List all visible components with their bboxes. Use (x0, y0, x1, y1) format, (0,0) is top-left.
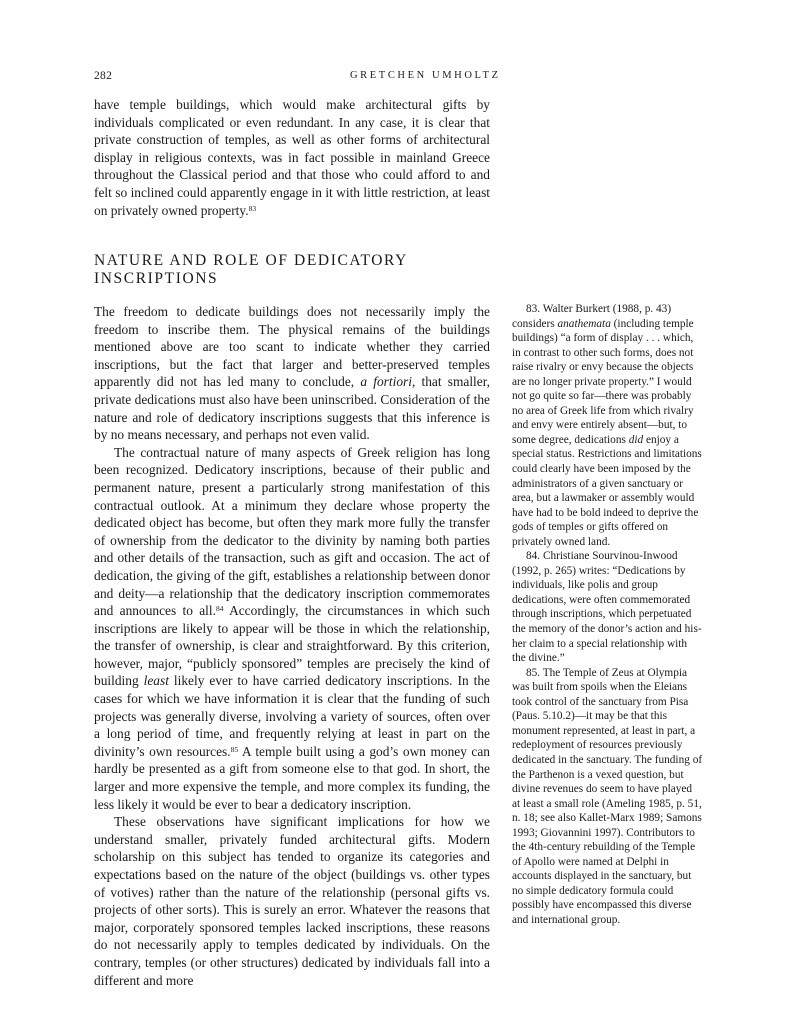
footnotes-column (512, 302, 703, 928)
note-83-text-b: (including temple buildings) “a form of display . . . which, in contrast to other such forms, does not raise rivalry or envy because the objects are no longer private property.” I would not go quite so far—there was probably no area of Greek life from which rivalry and envy were entirely absent—but, to some degree, dedications (512, 317, 694, 446)
body-p2-italic: least (143, 673, 169, 689)
body-paragraph-2 (94, 444, 490, 813)
note-ref-83: 83 (248, 203, 257, 213)
body-p1-text-b: that smaller, private dedications must also have been uninscribed. Consideration of the nature and role of dedicatory inscriptions suggests that this inference is by no means necessary, and perhaps not even valid. (94, 374, 490, 443)
body-p2-text-d: A temple built using a god’s own money can hardly be presented as a gift from someone else to that god. In short, the larger and more expensive the temple, and more complex its funding, the less likely it would be ever to bear a dedicatory inscription. (94, 743, 490, 812)
body-p2-text-a: The contractual nature of many aspects of Greek religion has long been recognized. Dedicatory inscriptions, because of their public and permanent nature, present a particularly strong manifestation of this contractual outlook. At a minimum they declare whose property the dedicated object has become, but often they mark more fully the transfer of ownership from the dedicator to the divinity by naming both parties and other details of the transaction, such as gift and occasion. The act of dedication, the giving of the gift, establishes a relationship between donor and deity—a relationship that the dedicatory inscription commemorates and announces to all. (94, 444, 490, 619)
note-83-italic-b: did (628, 433, 644, 446)
body-p1-text-a: The freedom to dedicate buildings does not necessarily imply the freedom to inscribe them. The physical remains of the buildings mentioned above are too scant to indicate whether they carried inscriptions, but the fact that larger and better-preserved temples apparently did not has led many to conclude, (94, 304, 490, 390)
note-ref-84: 84 (215, 604, 224, 614)
body-p2-text-c: likely ever to have carried dedicatory inscriptions. In the cases for which we have information it is clear that the funding of such projects was generally diverse, involving a variety of sources, often over a long period of time, and frequently relying at least in part on the divinity’s own resources. (94, 673, 490, 759)
body-text (94, 303, 490, 989)
top-paragraph (94, 96, 490, 219)
note-83-text-c: enjoy a special status. Restrictions and limitations could clearly have been imposed by the administrators of a given sanctuary or area, but a lawmaker or assembly would have had to be bold indeed to deprive the gods of temples or gifts offered on privately owned land. (512, 433, 702, 548)
body-p3-text: These observations have significant implications for how we understand smaller, privately funded architectural gifts. Modern scholarship on this subject has tended to organize its categories and expectations based on the nature of the object (buildings vs. other types of votives) rather than the nature of the relationship (personal gifts vs. projects of other sorts). This is surely an error. Whatever the reasons that major, corporately sponsored temples lacked inscriptions, these reasons do not necessarily apply to temples dedicated by individuals. On the contrary, temples (or other structures) dedicated by individuals fall into a different and more (94, 814, 490, 988)
note-85: 85. The Temple of Zeus at Olympia was built from spoils when the Eleians took control of the sanctuary from Pisa (Paus. 5.10.2)—it may be that this monument represented, at least in part, a redeployment of resources previously dedicated in the sanctuary. The funding of the Parthenon is a vexed question, but divine revenues do seem to have played at least a small role (Ameling 1985, p. 51, n. 18; see also Kallet-Marx 1989; Samons 1993; Giovannini 1997). Contributors to the 4th-century rebuilding of the Temple of Apollo were named at Delphi in accounts displayed in the sanctuary, but no simple dedicatory formula could possibly have encompassed this diverse and international group. (512, 666, 703, 926)
section-heading: NATURE AND ROLE OF DEDICATORY INSCRIPTIONS (94, 252, 408, 287)
note-84: 84. Christiane Sourvinou-Inwood (1992, p. 265) writes: “Dedications by individuals, like polis and group dedications, were often commemorated through inscriptions, which perpetuated the memory of the donor’s action and his-her claim to a special relationship with the divine.” (512, 550, 702, 665)
top-paragraph-text: have temple buildings, which would make architectural gifts by individuals complicated or even redundant. In any case, it is clear that private construction of temples, as well as other forms of architectural display in religious contexts, was in fact possible in mainland Greece throughout the Classical period and that those who could afford to and felt so inclined could apparently engage in it with little restriction, at least on privately owned property. (94, 97, 490, 218)
running-head: GRETCHEN UMHOLTZ (350, 70, 501, 81)
note-ref-85: 85 (230, 744, 239, 754)
body-p1-italic: a fortiori, (360, 374, 416, 390)
page-number: 282 (94, 70, 113, 82)
note-83-italic-a: anathemata (557, 317, 611, 330)
note-83-text-a: 83. Walter Burkert (1988, p. 43) considers (512, 303, 672, 330)
body-paragraph-1 (94, 303, 490, 444)
body-p2-text-b: Accordingly, the circumstances in which such inscriptions are likely to appear will be those in which the relationship, the transfer of ownership, is clear and straightforward. By this criterion, however, major, “publicly sponsored” temples are precisely the kind of building (94, 603, 490, 689)
body-paragraph-3 (94, 813, 490, 989)
note-83 (512, 302, 703, 549)
